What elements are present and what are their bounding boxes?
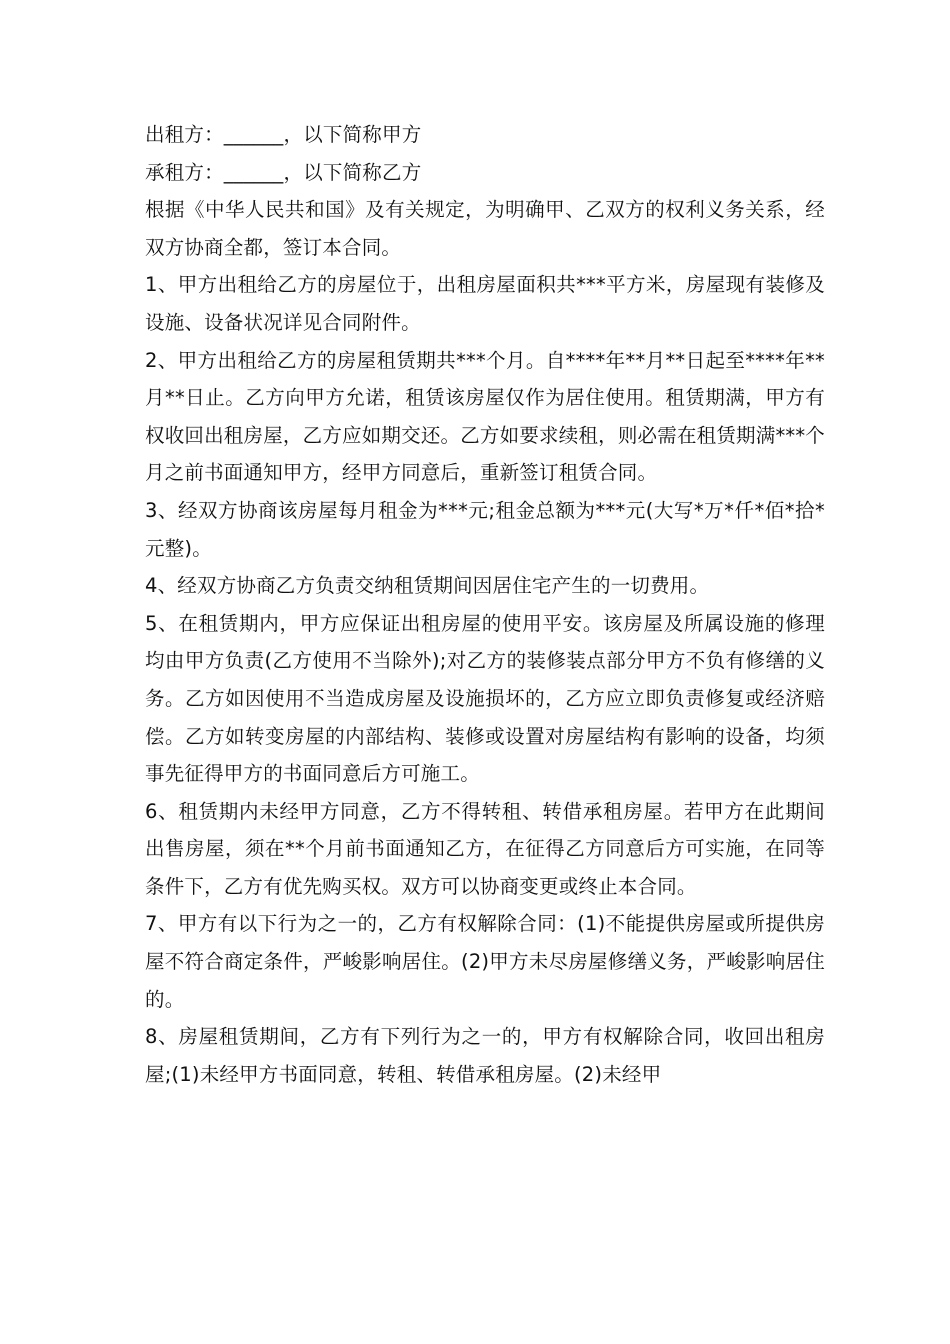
clause-4: 4、经双方协商乙方负责交纳租赁期间因居住宅产生的一切费用。 <box>145 574 710 598</box>
lessee-line: 承租方：______，以下简称乙方 <box>145 160 422 184</box>
document-body <box>145 116 825 1093</box>
lessor-line: 出租方：______，以下简称甲方 <box>145 123 422 146</box>
clause-3: 3、经双方协商该房屋每月租金为***元;租金总额为***元(大写*万*仟*佰*拾*元整)。 <box>145 498 825 560</box>
clause-2: 2、甲方出租给乙方的房屋租赁期共***个月。自****年**月**日起至****年**月**日止。乙方向甲方允诺，租赁该房屋仅作为居住使用。租赁期满，甲方有权收回出租房屋，乙方应如期交还。乙方如要求续租，则必需在租赁期满***个月之前书面通知甲方，经甲方同意后，重新签订租赁合同。 <box>145 348 825 485</box>
clause-8: 8、房屋租赁期间，乙方有下列行为之一的，甲方有权解除合同，收回出租房屋;(1)未经甲方书面同意，转租、转借承租房屋。(2)未经甲 <box>145 1025 825 1086</box>
clause-5: 5、在租赁期内，甲方应保证出租房屋的使用平安。该房屋及所属设施的修理均由甲方负责(乙方使用不当除外);对乙方的装修装点部分甲方不负有修缮的义务。乙方如因使用不当造成房屋及设施损坏的，乙方应立即负责修复或经济赔偿。乙方如转变房屋的内部结构、装修或设置对房屋结构有影响的设备，均须事先征得甲方的书面同意后方可施工。 <box>145 611 825 786</box>
clause-6: 6、租赁期内未经甲方同意，乙方不得转租、转借承租房屋。若甲方在此期间出售房屋，须在**个月前书面通知乙方，在征得乙方同意后方可实施，在同等条件下，乙方有优先购买权。双方可以协商变更或终止本合同。 <box>145 799 825 898</box>
clause-1: 1、甲方出租给乙方的房屋位于，出租房屋面积共***平方米，房屋现有装修及设施、设备状况详见合同附件。 <box>145 273 825 334</box>
preamble-paragraph: 根据《中华人民共和国》及有关规定，为明确甲、乙双方的权利义务关系，经双方协商全都，签订本合同。 <box>145 198 825 259</box>
clause-7: 7、甲方有以下行为之一的，乙方有权解除合同：(1)不能提供房屋或所提供房屋不符合商定条件，严峻影响居住。(2)甲方未尽房屋修缮义务，严峻影响居住的。 <box>145 912 825 1011</box>
